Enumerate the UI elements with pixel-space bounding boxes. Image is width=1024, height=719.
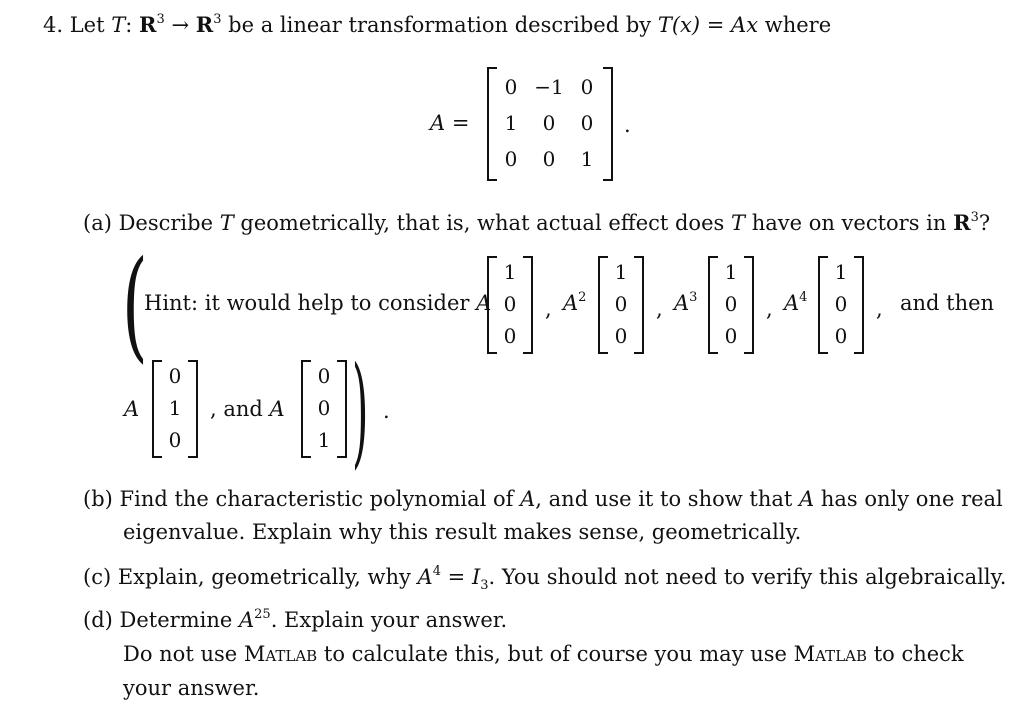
exponent: 3	[156, 12, 165, 27]
part-d-line2	[123, 641, 964, 669]
math-T: T	[111, 13, 126, 37]
vector-cell: 0	[503, 292, 517, 316]
math-A: A	[238, 608, 255, 632]
text: ATLAB	[815, 647, 868, 665]
vector-cell: 0	[168, 428, 182, 452]
matrix-cell: 0	[580, 111, 594, 135]
exponent: 3	[213, 12, 222, 27]
text: Hint: it would help to consider	[144, 291, 470, 315]
matrix-cell: 1	[504, 111, 518, 135]
part-b-line2: eigenvalue. Explain why this result makes sense, geometrically.	[123, 520, 802, 544]
text: Find the characteristic polynomial of	[119, 487, 514, 511]
vector-cell: 0	[614, 292, 628, 316]
part-d-label: (d)	[83, 608, 113, 632]
equals: =	[440, 565, 472, 589]
matrix-label: A =	[430, 111, 470, 135]
matrix-cell: 0	[504, 75, 518, 99]
exponent: 2	[578, 290, 587, 305]
left-paren: (	[122, 236, 148, 375]
text: M	[243, 642, 266, 666]
comma: ,	[876, 297, 883, 321]
part-c-question	[83, 564, 1006, 594]
math-A4	[784, 290, 807, 320]
subscript: 3	[480, 578, 489, 593]
question-mark: ?	[978, 211, 991, 235]
math-R: R	[195, 12, 214, 37]
math-T: T	[730, 211, 745, 235]
math-R: R	[953, 210, 971, 235]
part-c-label: (c)	[83, 565, 112, 589]
vector-cell: 0	[614, 324, 628, 348]
part-a-question	[83, 210, 990, 240]
part-b-label: (b)	[83, 487, 113, 511]
vector-cell: 0	[317, 364, 331, 388]
vector-e1	[708, 256, 754, 354]
vector-cell: 1	[168, 396, 182, 420]
math-A: A	[417, 565, 433, 589]
matrix-A	[487, 67, 613, 181]
text: , and	[210, 397, 263, 421]
exponent: 3	[689, 290, 698, 305]
arrow: →	[171, 13, 190, 37]
math-T: T	[219, 211, 234, 235]
text: M	[793, 642, 816, 666]
math-A: A	[124, 397, 140, 421]
comma: ,	[766, 297, 773, 321]
hint-text	[144, 290, 491, 316]
problem-number: 4.	[43, 13, 64, 37]
text: has only one real	[820, 487, 1003, 511]
exponent: 4	[432, 564, 441, 579]
math-R: R	[139, 12, 157, 37]
matlab-wordmark	[794, 642, 867, 666]
vector-cell: 0	[834, 324, 848, 348]
vector-cell: 0	[724, 292, 738, 316]
vector-cell: 1	[614, 260, 628, 284]
text: have on vectors in	[751, 211, 947, 235]
vector-e1	[598, 256, 644, 354]
part-b-line1	[83, 486, 1003, 512]
vector-e2	[152, 360, 198, 458]
matrix-cell: −1	[534, 75, 564, 99]
comma: ,	[656, 297, 663, 321]
text: geometrically, that is, what actual effect does	[240, 211, 725, 235]
problem-statement	[43, 12, 831, 42]
exponent: 3	[970, 210, 979, 225]
matrix-cell: 0	[580, 75, 594, 99]
intro-text: Let	[69, 13, 105, 37]
matrix-cell: 0	[504, 147, 518, 171]
math-A2	[563, 290, 586, 320]
intro-text: be a linear transformation described by	[228, 13, 652, 37]
math-A: A	[674, 291, 690, 315]
text: ATLAB	[265, 647, 318, 665]
vector-cell: 1	[317, 428, 331, 452]
matlab-wordmark	[244, 642, 317, 666]
vector-cell: 1	[503, 260, 517, 284]
text: Describe	[118, 211, 214, 235]
and-A-text	[210, 396, 285, 422]
math-A: A	[269, 397, 285, 421]
math-A: A	[784, 291, 800, 315]
vector-e3	[301, 360, 347, 458]
colon: :	[125, 13, 133, 37]
vector-cell: 1	[724, 260, 738, 284]
comma: ,	[545, 297, 552, 321]
and-then-text: and then	[900, 291, 995, 315]
part-d-line1	[83, 607, 507, 637]
math-A: A	[476, 291, 492, 315]
vector-cell: 0	[317, 396, 331, 420]
math-Tx: T(x) = Ax	[657, 13, 759, 37]
vector-e1	[818, 256, 864, 354]
matrix-cell: 1	[580, 147, 594, 171]
exponent: 25	[254, 607, 271, 622]
matrix-cell: 0	[542, 111, 556, 135]
intro-text: where	[764, 13, 832, 37]
text: to calculate this, but of course you may use	[323, 642, 787, 666]
vector-cell: 0	[834, 292, 848, 316]
text: , and use it to show that	[535, 487, 793, 511]
math-A: A	[520, 487, 536, 511]
math-I: I	[471, 565, 481, 589]
exponent: 4	[799, 290, 808, 305]
text: Explain, geometrically, why	[117, 565, 411, 589]
matrix-period: .	[624, 113, 631, 137]
matrix-cell: 0	[542, 147, 556, 171]
text: . Explain your answer.	[270, 608, 508, 632]
vector-cell: 0	[168, 364, 182, 388]
hint-period: .	[383, 399, 390, 423]
text: Do not use	[123, 642, 238, 666]
vector-cell: 1	[834, 260, 848, 284]
text: to check	[873, 642, 964, 666]
vector-cell: 0	[503, 324, 517, 348]
text: . You should not need to verify this algebraically.	[488, 565, 1007, 589]
math-A: A	[563, 291, 579, 315]
vector-e1	[487, 256, 533, 354]
part-d-line3: your answer.	[123, 676, 260, 700]
part-a-label: (a)	[83, 211, 112, 235]
vector-cell: 0	[724, 324, 738, 348]
math-A: A	[799, 487, 815, 511]
right-paren: )	[352, 342, 369, 481]
text: Determine	[119, 608, 233, 632]
math-A3	[674, 290, 697, 320]
